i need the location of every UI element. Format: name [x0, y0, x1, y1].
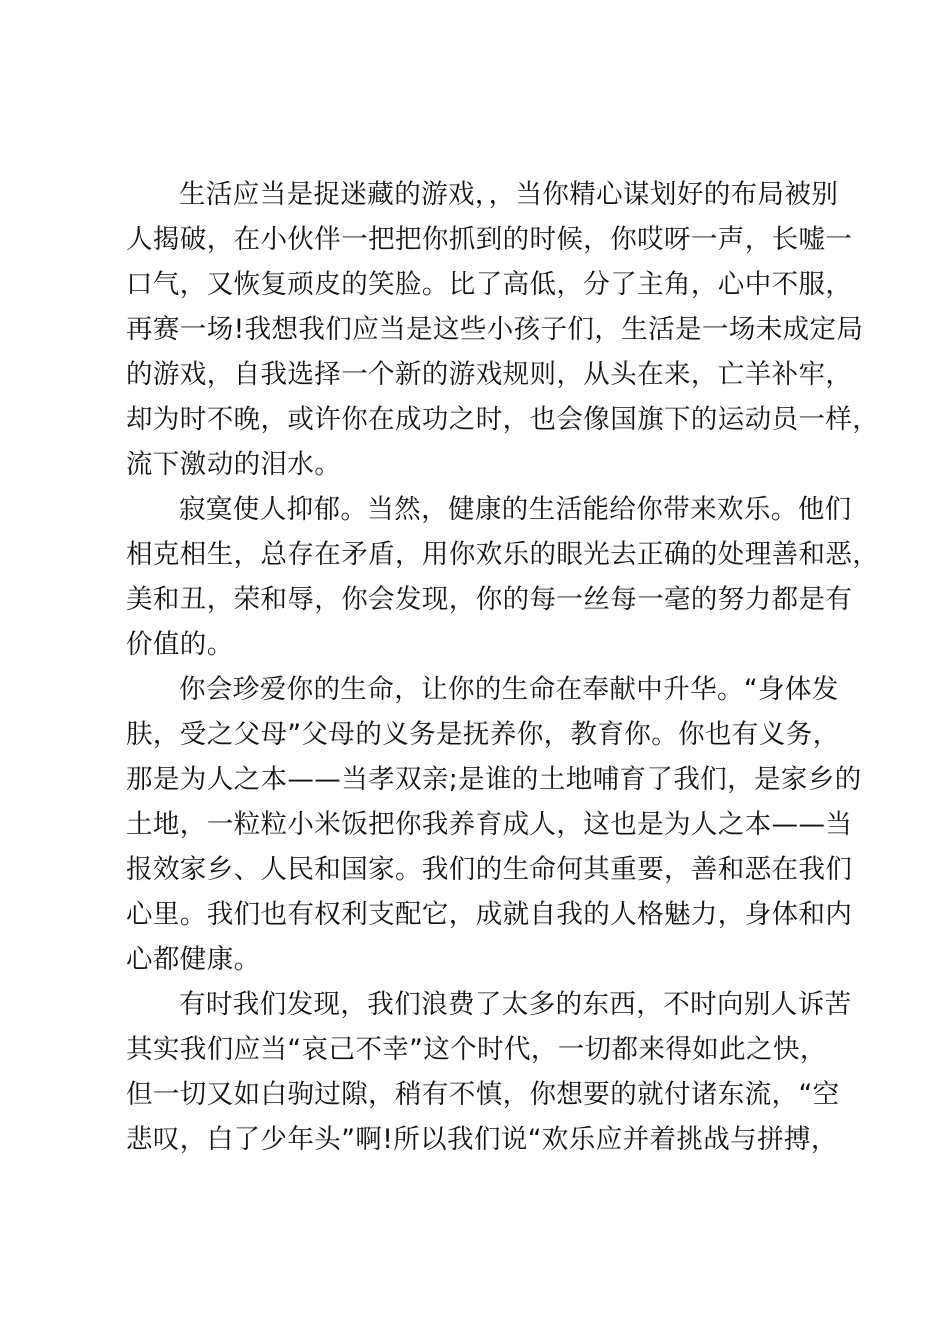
paragraph-3-line-2: 肤，受之父母”父母的义务是抚养你，教育你。你也有义务，	[126, 719, 840, 750]
paragraph-1-line-6: 却为时不晚，或许你在成功之时，也会像国旗下的运动员一样，	[126, 404, 880, 435]
paragraph-3-line-7: 心都健康。	[126, 944, 261, 975]
paragraph-3-line-3: 那是为人之本——当孝双亲;是谁的土地哺育了我们，是家乡的	[126, 764, 862, 795]
paragraph-3-line-4: 土地，一粒粒小米饭把你我养育成人，这也是为人之本——当	[126, 809, 853, 840]
paragraph-1-line-5: 的游戏，自我选择一个新的游戏规则，从头在来，亡羊补牢，	[126, 359, 853, 390]
paragraph-4-line-2: 其实我们应当“哀己不幸”这个时代，一切都来得如此之快，	[126, 1034, 827, 1065]
paragraph-1-line-2: 人揭破，在小伙伴一把把你抓到的时候，你哎呀一声，长嘘一	[126, 224, 853, 255]
paragraph-4-line-3: 但一切又如白驹过隙，稍有不慎，你想要的就付诸东流，“空	[126, 1079, 840, 1110]
paragraph-3-line-5: 报效家乡、人民和国家。我们的生命何其重要，善和恶在我们	[126, 854, 853, 885]
paragraph-4-line-4: 悲叹，白了少年头”啊!所以我们说“欢乐应并着挑战与拼搏，	[126, 1124, 838, 1155]
paragraph-3-line-1: 你会珍爱你的生命，让你的生命在奉献中升华。“身体发	[179, 674, 839, 705]
paragraph-1-line-3: 口气，又恢复顽皮的笑脸。比了高低，分了主角，心中不服，	[126, 269, 853, 300]
paragraph-2-line-3: 美和丑，荣和辱，你会发现，你的每一丝每一毫的努力都是有	[126, 584, 853, 615]
document-body	[126, 172, 880, 1162]
paragraph-4-line-1: 有时我们发现，我们浪费了太多的东西，不时向别人诉苦	[179, 989, 852, 1020]
paragraph-3-line-6: 心里。我们也有权利支配它，成就自我的人格魅力，身体和内	[126, 899, 853, 930]
paragraph-1-line-7: 流下激动的泪水。	[126, 449, 342, 480]
paragraph-1-line-4: 再赛一场!我想我们应当是这些小孩子们，生活是一场未成定局	[126, 314, 864, 345]
paragraph-2-line-2: 相克相生，总存在矛盾，用你欢乐的眼光去正确的处理善和恶，	[126, 539, 880, 570]
paragraph-2-line-4: 价值的。	[126, 629, 234, 660]
paragraph-1-line-1: 生活应当是捉迷藏的游戏，，当你精心谋划好的布局被别	[179, 179, 839, 210]
paragraph-2-line-1: 寂寞使人抑郁。当然，健康的生活能给你带来欢乐。他们	[179, 494, 852, 525]
